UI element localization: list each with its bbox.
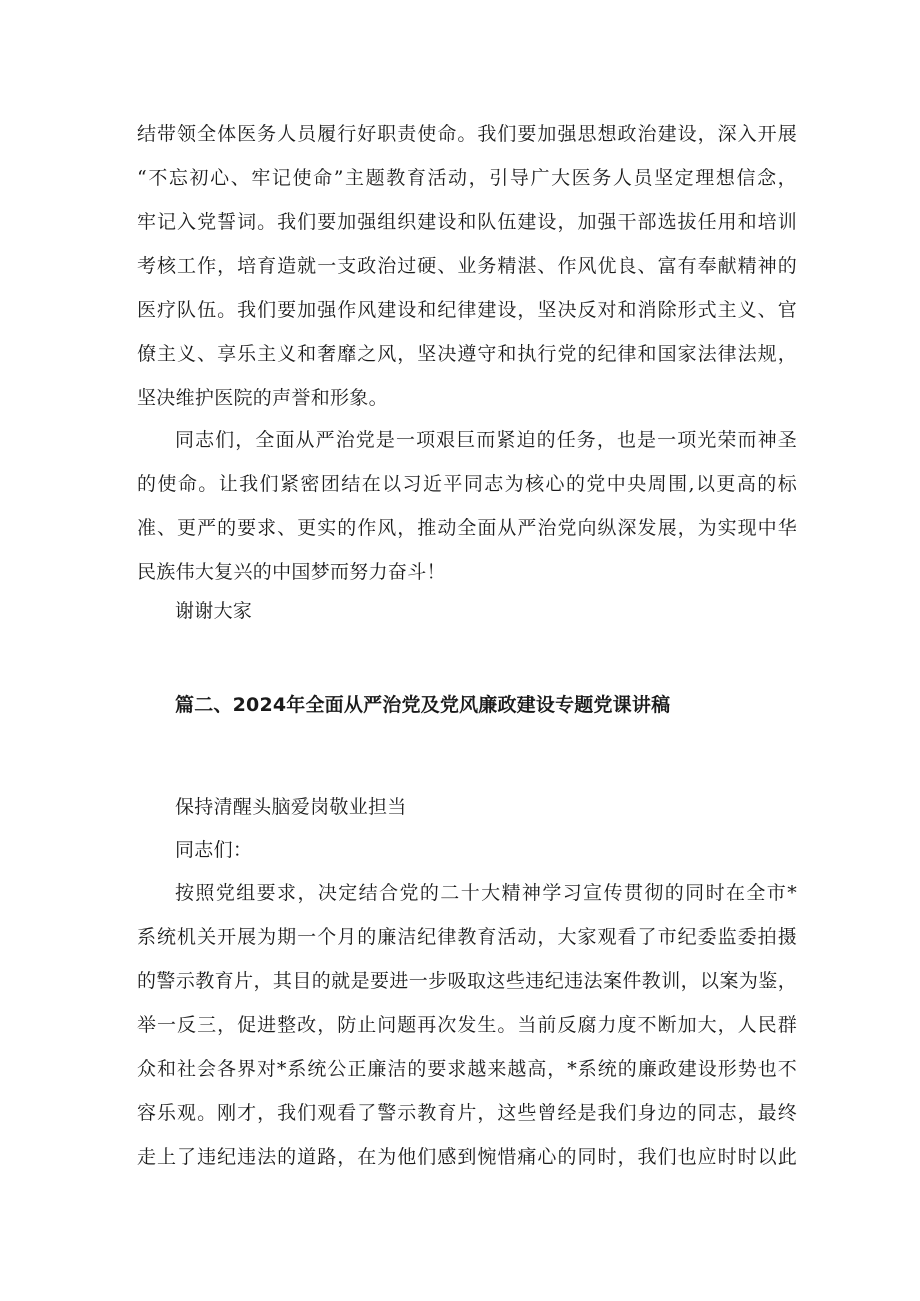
text-line: 结带领全体医务人员履行好职责使命。我们要加强思想政治建设，深入开展	[137, 123, 797, 145]
salutation: 同志们：	[175, 839, 253, 861]
text-line: 的使命。让我们紧密团结在以习近平同志为核心的党中央周围,以更高的标	[137, 473, 797, 495]
text-line: 容乐观。刚才，我们观看了警示教育片，这些曾经是我们身边的同志，最终	[137, 1102, 797, 1124]
text-line: 系统机关开展为期一个月的廉洁纪律教育活动，大家观看了市纪委监委拍摄	[137, 926, 797, 948]
thanks-line: 谢谢大家	[175, 600, 253, 622]
text-line: 考核工作，培育造就一支政治过硬、业务精湛、作风优良、富有奉献精神的	[137, 255, 797, 277]
text-line: 众和社会各界对*系统公正廉洁的要求越来越高，*系统的廉政建设形势也不	[137, 1058, 797, 1080]
text-line: 民族伟大复兴的中国梦而努力奋斗！	[137, 561, 446, 583]
text-line: 按照党组要求，决定结合党的二十大精神学习宣传贯彻的同时在全市*	[175, 882, 797, 904]
text-line: “不忘初心、牢记使命”主题教育活动，引导广大医务人员坚定理想信念，	[137, 167, 797, 189]
text-line: 僚主义、享乐主义和奢靡之风，坚决遵守和执行党的纪律和国家法律法规，	[137, 343, 797, 365]
text-line: 医疗队伍。我们要加强作风建设和纪律建设，坚决反对和消除形式主义、官	[137, 299, 797, 321]
text-line: 同志们，全面从严治党是一项艰巨而紧迫的任务，也是一项光荣而神圣	[175, 429, 797, 451]
text-line: 举一反三，促进整改，防止问题再次发生。当前反腐力度不断加大，人民群	[137, 1014, 797, 1036]
text-line: 走上了违纪违法的道路，在为他们感到惋惜痛心的同时，我们也应时时以此	[137, 1146, 797, 1168]
paragraph-2	[137, 418, 797, 594]
paragraph-1	[137, 112, 797, 420]
section-heading: 篇二、2024年全面从严治党及党风廉政建设专题党课讲稿	[175, 694, 671, 716]
text-line: 牢记入党誓词。我们要加强组织建设和队伍建设，加强干部选拔任用和培训	[137, 211, 797, 233]
text-line: 准、更严的要求、更实的作风，推动全面从严治党向纵深发展，为实现中华	[137, 517, 797, 539]
paragraph-3	[137, 871, 797, 1179]
text-line: 的警示教育片，其目的就是要进一步吸取这些违纪违法案件教训，以案为鉴，	[137, 970, 797, 992]
speech-title: 保持清醒头脑爱岗敬业担当	[175, 796, 407, 818]
text-line: 坚决维护医院的声誉和形象。	[137, 387, 388, 409]
